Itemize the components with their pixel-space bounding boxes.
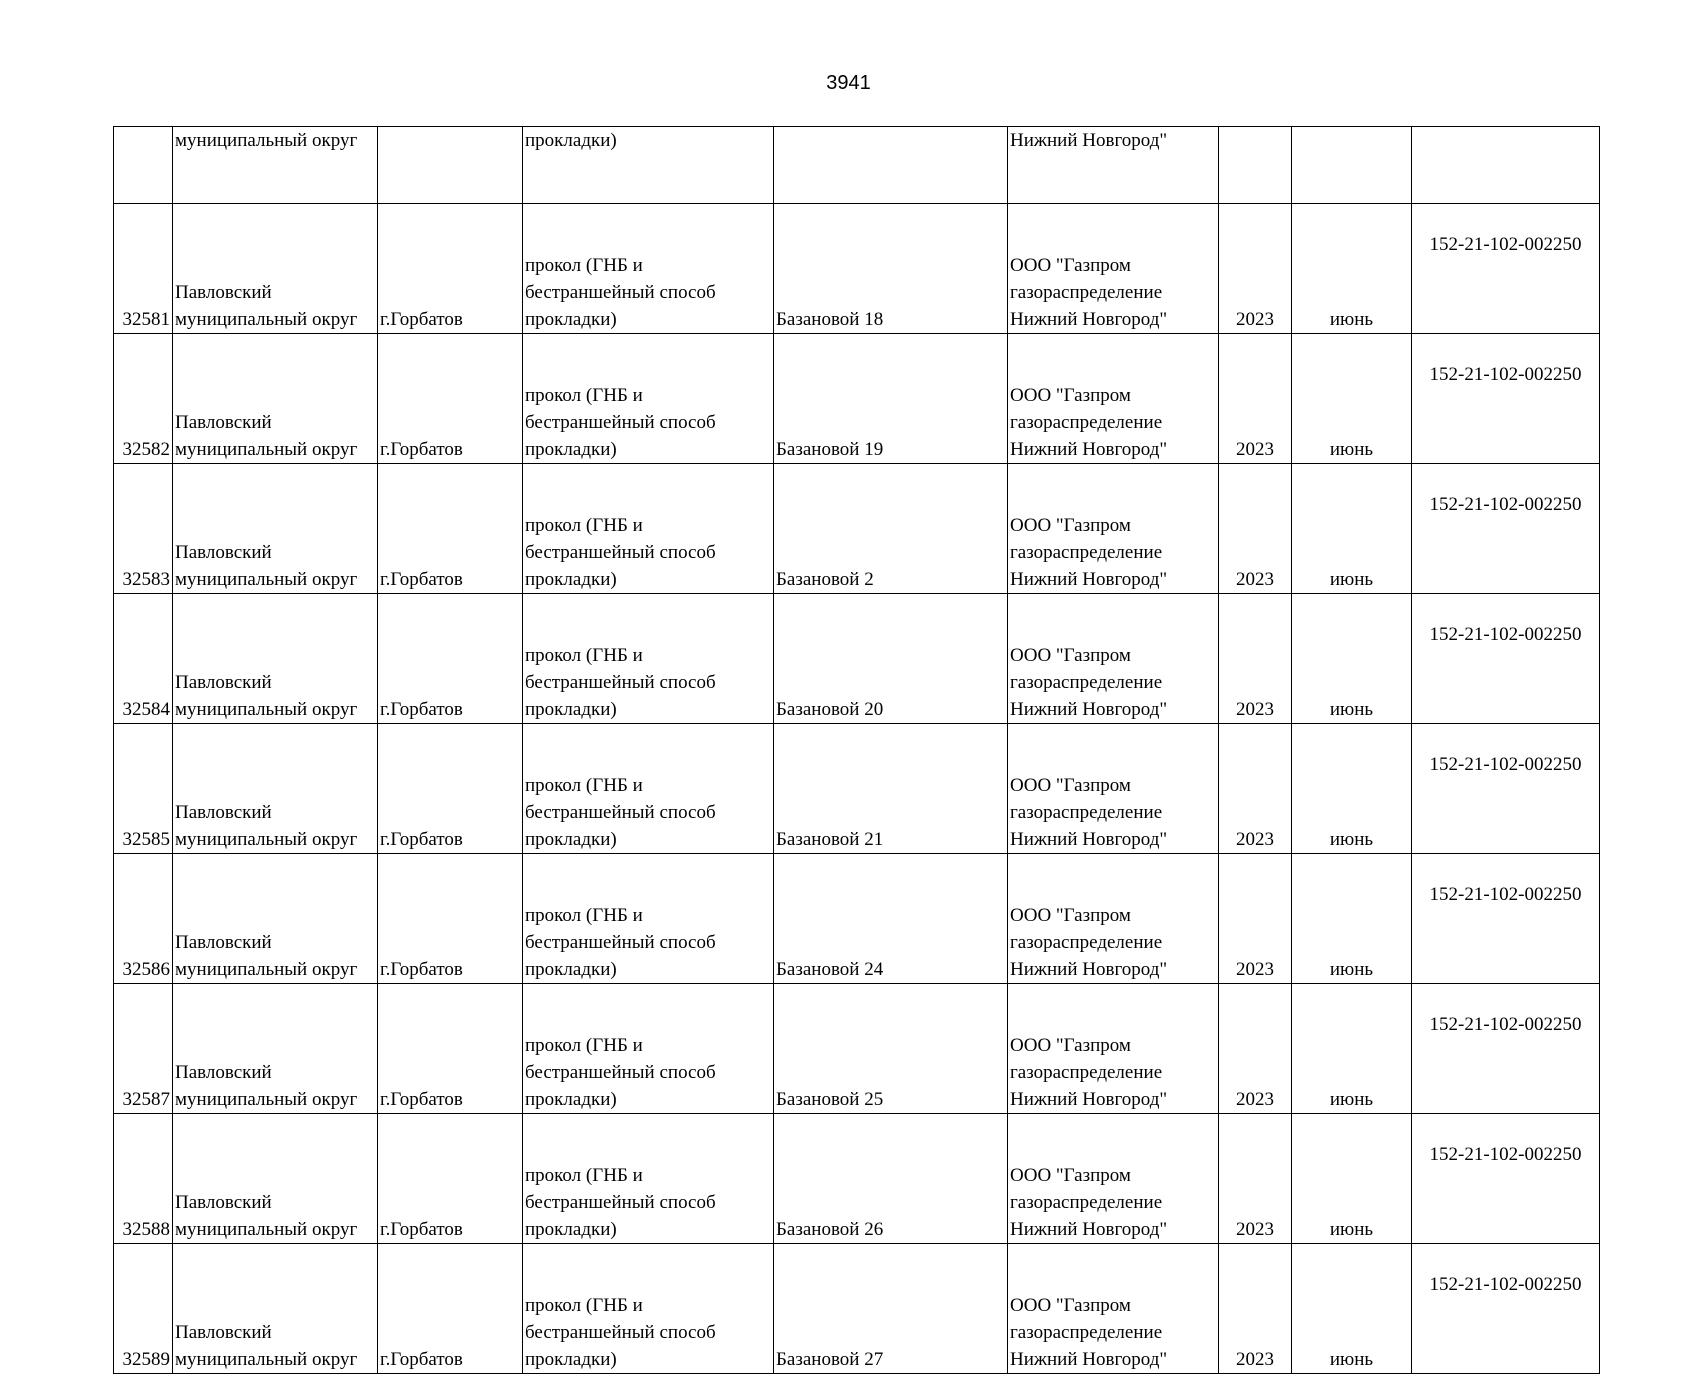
cell-district [173,1244,378,1374]
cell-month [1292,1114,1412,1244]
cell-district [173,1114,378,1244]
cell-address [774,594,1008,724]
row-number: 32581 [122,309,170,330]
district-line: муниципальный округ [175,699,358,720]
org-line: Нижний Новгород" [1010,569,1168,590]
method-line: прокол (ГНБ и [525,905,643,926]
cell-year [1219,334,1292,464]
org-line: ООО "Газпром [1010,1035,1131,1056]
table-row [114,204,1600,334]
method-line: прокладки) [525,699,617,720]
cell-district [173,984,378,1114]
code-text: 152-21-102-002250 [1429,754,1582,775]
table-row [114,1114,1600,1244]
district-line: муниципальный округ [175,309,358,330]
cell-district: муниципальный округ [173,127,378,204]
district-line: Павловский [175,1322,272,1343]
cell-address [774,464,1008,594]
cell-method [523,724,774,854]
table-row [114,984,1600,1114]
method-line: прокладки) [525,959,617,980]
month-text: июнь [1329,829,1374,850]
cell-code [1412,984,1600,1114]
cell-address [774,334,1008,464]
org-line: газораспределение [1010,1192,1163,1213]
cell-address [774,127,1008,204]
cell-code [1412,1114,1600,1244]
table-row [114,724,1600,854]
code-text: 152-21-102-002250 [1429,1014,1582,1035]
year-text: 2023 [1236,569,1274,590]
method-line: прокладки) [525,1089,617,1110]
address-text: Базановой 24 [776,959,884,980]
address-text: Базановой 18 [776,309,884,330]
district-line: Павловский [175,1062,272,1083]
org-line: ООО "Газпром [1010,645,1131,666]
cell-district [173,204,378,334]
cell-code [1412,854,1600,984]
code-text: 152-21-102-002250 [1429,1274,1582,1295]
org-line: газораспределение [1010,1322,1163,1343]
method-line: прокладки) [525,569,617,590]
org-line: Нижний Новгород" [1010,439,1168,460]
cell-year [1219,464,1292,594]
table-row [114,334,1600,464]
cell-year [1219,854,1292,984]
row-number: 32589 [122,1349,170,1370]
org-line: газораспределение [1010,1062,1163,1083]
district-line: муниципальный округ [175,1219,358,1240]
district-line: муниципальный округ [175,959,358,980]
method-line: бестраншейный способ [525,542,716,563]
cell-address [774,1114,1008,1244]
cell-district [173,854,378,984]
city-text: г.Горбатов [380,1349,463,1370]
cell-method [523,464,774,594]
cell-num [114,724,173,854]
table-row [114,854,1600,984]
cell-city [378,1114,523,1244]
cell-district [173,724,378,854]
cell-month [1292,204,1412,334]
year-text: 2023 [1236,439,1274,460]
method-line: бестраншейный способ [525,802,716,823]
month-text: июнь [1329,1219,1374,1240]
method-line: бестраншейный способ [525,1192,716,1213]
org-line: газораспределение [1010,412,1163,433]
page-number: 3941 [826,72,871,94]
year-text: 2023 [1236,1349,1274,1370]
method-line: бестраншейный способ [525,412,716,433]
district-line: муниципальный округ [175,439,358,460]
cell-city [378,334,523,464]
org-line: Нижний Новгород" [1010,829,1168,850]
row-number: 32586 [122,959,170,980]
code-text: 152-21-102-002250 [1429,1144,1582,1165]
city-text: г.Горбатов [380,1089,463,1110]
row-number: 32585 [122,829,170,850]
row-number: 32584 [122,699,170,720]
method-line: бестраншейный способ [525,1322,716,1343]
cell-district [173,334,378,464]
cell-month [1292,334,1412,464]
city-text: г.Горбатов [380,309,463,330]
cell-year [1219,204,1292,334]
method-line: прокол (ГНБ и [525,1035,643,1056]
cell-month [1292,984,1412,1114]
method-line: прокол (ГНБ и [525,515,643,536]
cell-month [1292,854,1412,984]
org-line: Нижний Новгород" [1010,959,1168,980]
method-line: бестраншейный способ [525,282,716,303]
cell-address [774,854,1008,984]
cell-city [378,204,523,334]
cell-address [774,1244,1008,1374]
cell-code [1412,204,1600,334]
org-line: газораспределение [1010,802,1163,823]
cell-org [1008,1114,1219,1244]
month-text: июнь [1329,1089,1374,1110]
cell-num [114,464,173,594]
cell-method [523,594,774,724]
org-line: ООО "Газпром [1010,775,1131,796]
district-line: муниципальный округ [175,1089,358,1110]
cell-org [1008,854,1219,984]
org-line: Нижний Новгород" [1010,309,1168,330]
cell-city [378,127,523,204]
cell-org [1008,724,1219,854]
year-text: 2023 [1236,829,1274,850]
table-row [114,464,1600,594]
district-line: Павловский [175,542,272,563]
cell-org [1008,464,1219,594]
address-text: Базановой 19 [776,439,884,460]
cell-num [114,1114,173,1244]
cell-city [378,854,523,984]
cell-year [1219,594,1292,724]
code-text: 152-21-102-002250 [1429,234,1582,255]
city-text: г.Горбатов [380,829,463,850]
org-line: Нижний Новгород" [1010,1349,1168,1370]
month-text: июнь [1329,439,1374,460]
district-line: Павловский [175,412,272,433]
cell-num [114,984,173,1114]
year-text: 2023 [1236,959,1274,980]
cell-address [774,204,1008,334]
cell-num [114,1244,173,1374]
cell-code [1412,334,1600,464]
method-line: бестраншейный способ [525,1062,716,1083]
city-text: г.Горбатов [380,1219,463,1240]
cell-code [1412,594,1600,724]
cell-org [1008,334,1219,464]
year-text: 2023 [1236,1089,1274,1110]
method-line: прокладки) [525,1219,617,1240]
table-row-continuation [114,127,1600,204]
cell-city [378,984,523,1114]
cell-num [114,854,173,984]
district-line: муниципальный округ [175,1349,358,1370]
cell-month [1292,724,1412,854]
year-text: 2023 [1236,699,1274,720]
month-text: июнь [1329,699,1374,720]
address-text: Базановой 26 [776,1219,884,1240]
row-number: 32587 [122,1089,170,1110]
cell-year [1219,127,1292,204]
cell-year [1219,984,1292,1114]
cell-num [114,204,173,334]
address-text: Базановой 25 [776,1089,884,1110]
cell-org: Нижний Новгород" [1008,127,1219,204]
month-text: июнь [1329,309,1374,330]
cell-org [1008,984,1219,1114]
cell-method [523,854,774,984]
cell-code [1412,724,1600,854]
method-line: прокладки) [525,829,617,850]
cell-method [523,334,774,464]
org-line: газораспределение [1010,542,1163,563]
method-line: прокол (ГНБ и [525,385,643,406]
city-text: г.Горбатов [380,439,463,460]
method-line: прокол (ГНБ и [525,1295,643,1316]
district-line: Павловский [175,282,272,303]
cell-month [1292,1244,1412,1374]
method-line: бестраншейный способ [525,672,716,693]
year-text: 2023 [1236,1219,1274,1240]
cell-year [1219,1244,1292,1374]
table-row [114,1244,1600,1374]
org-line: газораспределение [1010,672,1163,693]
cell-method [523,1114,774,1244]
method-line: прокол (ГНБ и [525,775,643,796]
row-number: 32588 [122,1219,170,1240]
method-line: бестраншейный способ [525,932,716,953]
district-line: Павловский [175,932,272,953]
cell-address [774,984,1008,1114]
row-number: 32582 [122,439,170,460]
district-line: муниципальный округ [175,829,358,850]
method-line: прокол (ГНБ и [525,645,643,666]
org-line: ООО "Газпром [1010,385,1131,406]
month-text: июнь [1329,959,1374,980]
table-row [114,594,1600,724]
district-line: Павловский [175,1192,272,1213]
cell-code [1412,1244,1600,1374]
cell-org [1008,594,1219,724]
cell-address [774,724,1008,854]
cell-month [1292,127,1412,204]
row-number: 32583 [122,569,170,590]
month-text: июнь [1329,1349,1374,1370]
month-text: июнь [1329,569,1374,590]
code-text: 152-21-102-002250 [1429,364,1582,385]
cell-district [173,594,378,724]
method-line: прокол (ГНБ и [525,1165,643,1186]
cell-month [1292,594,1412,724]
cell-method: прокладки) [523,127,774,204]
cell-method [523,984,774,1114]
cell-city [378,594,523,724]
org-line: газораспределение [1010,282,1163,303]
city-text: г.Горбатов [380,959,463,980]
org-line: ООО "Газпром [1010,515,1131,536]
cell-year [1219,724,1292,854]
method-line: прокол (ГНБ и [525,255,643,276]
address-text: Базановой 27 [776,1349,884,1370]
code-text: 152-21-102-002250 [1429,624,1582,645]
org-line: ООО "Газпром [1010,905,1131,926]
city-text: г.Горбатов [380,699,463,720]
district-line: Павловский [175,672,272,693]
org-line: Нижний Новгород" [1010,699,1168,720]
city-text: г.Горбатов [380,569,463,590]
cell-org [1008,204,1219,334]
district-line: Павловский [175,802,272,823]
org-line: Нижний Новгород" [1010,1089,1168,1110]
cell-method [523,204,774,334]
cell-city [378,724,523,854]
cell-code [1412,127,1600,204]
cell-code [1412,464,1600,594]
cell-num [114,127,173,204]
org-line: ООО "Газпром [1010,255,1131,276]
code-text: 152-21-102-002250 [1429,884,1582,905]
cell-district [173,464,378,594]
method-line: прокладки) [525,309,617,330]
org-line: ООО "Газпром [1010,1165,1131,1186]
cell-method [523,1244,774,1374]
org-line: газораспределение [1010,932,1163,953]
cell-month [1292,464,1412,594]
cell-city [378,1244,523,1374]
cell-city [378,464,523,594]
address-text: Базановой 21 [776,829,884,850]
method-line: прокладки) [525,439,617,460]
org-line: ООО "Газпром [1010,1295,1131,1316]
registry-table [113,126,1600,1374]
code-text: 152-21-102-002250 [1429,494,1582,515]
cell-year [1219,1114,1292,1244]
cell-num [114,594,173,724]
cell-org [1008,1244,1219,1374]
address-text: Базановой 20 [776,699,884,720]
table-body [114,127,1600,1374]
org-line: Нижний Новгород" [1010,1219,1168,1240]
district-line: муниципальный округ [175,569,358,590]
year-text: 2023 [1236,309,1274,330]
address-text: Базановой 2 [776,569,874,590]
method-line: прокладки) [525,1349,617,1370]
cell-num [114,334,173,464]
